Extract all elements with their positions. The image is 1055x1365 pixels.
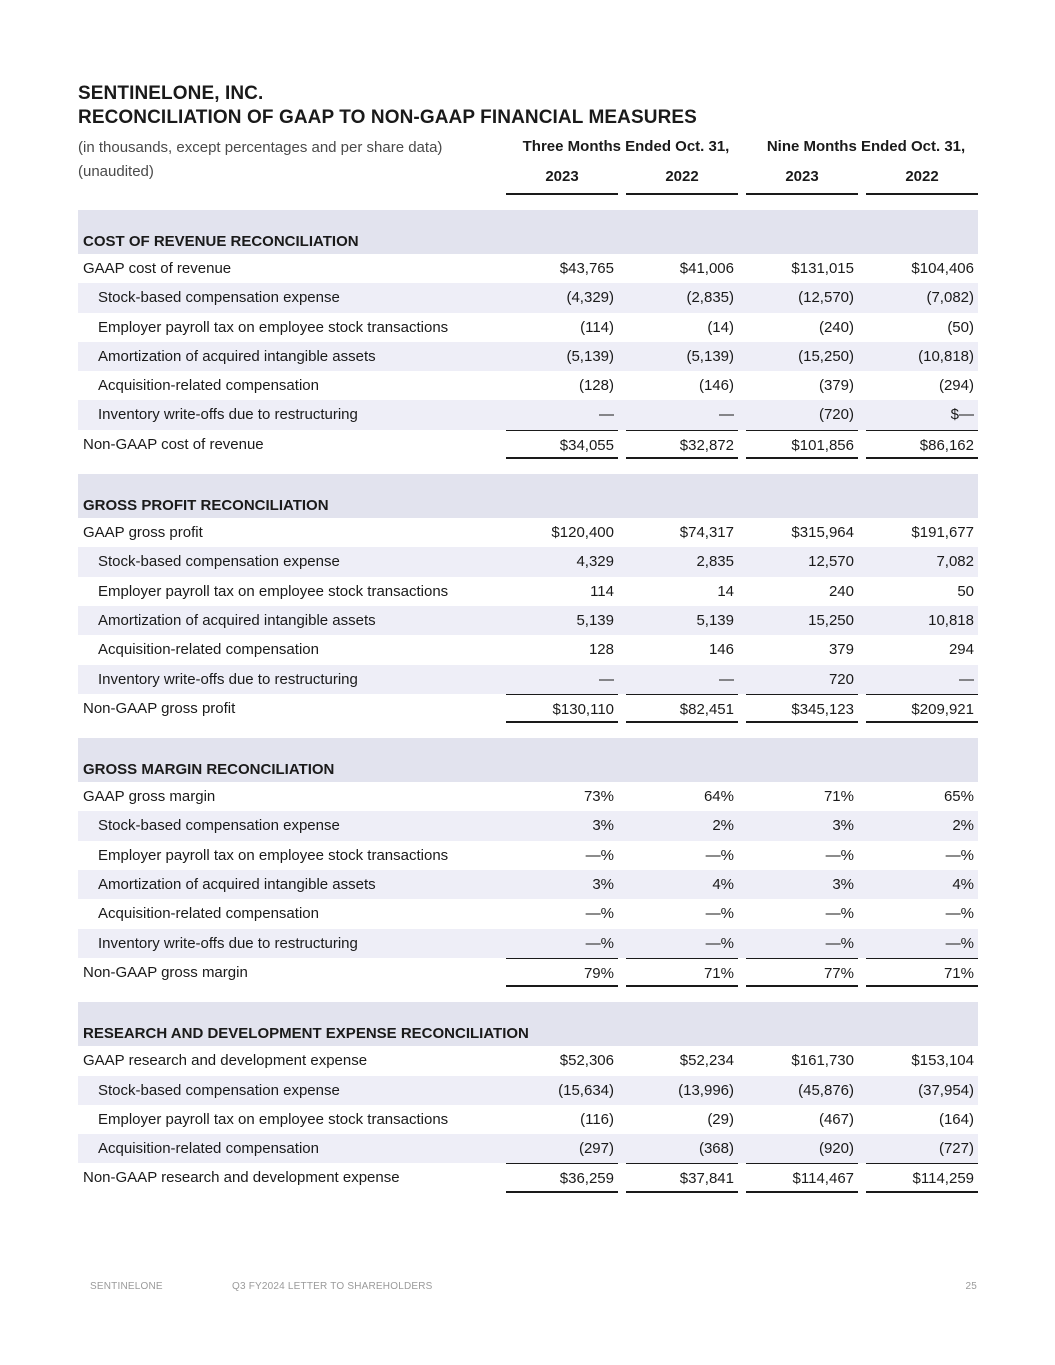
row-label: Employer payroll tax on employee stock transactions: [98, 318, 449, 336]
section-header: [78, 738, 978, 782]
row-value: $345,123: [746, 694, 858, 723]
row-value: (164): [938, 1110, 974, 1128]
table-row: [78, 283, 978, 312]
company-name: SENTINELONE, INC.: [78, 83, 264, 104]
row-value: (146): [698, 377, 734, 395]
row-value: 71%: [626, 958, 738, 987]
reconciliation-section: [78, 474, 978, 723]
row-value: (15,250): [798, 347, 854, 365]
unaudited-note: (unaudited): [78, 163, 154, 180]
row-label: GAAP gross margin: [83, 788, 216, 806]
row-value: 4%: [952, 876, 974, 894]
row-value: (240): [818, 318, 854, 336]
row-value: (727): [938, 1140, 974, 1158]
row-value: 2,835: [696, 553, 734, 571]
row-value: 2%: [952, 817, 974, 835]
row-label: Non-GAAP gross margin: [83, 963, 248, 981]
table-row: [78, 782, 978, 811]
year-header: 2022: [626, 168, 738, 195]
table-row: [78, 694, 978, 723]
row-value: 5,139: [576, 611, 614, 629]
row-label: Stock-based compensation expense: [98, 553, 340, 571]
row-value: 128: [588, 641, 614, 659]
row-value: 71%: [823, 788, 854, 806]
row-value: $104,406: [911, 260, 974, 277]
row-value: (45,876): [798, 1081, 854, 1099]
row-value: 4,329: [576, 553, 614, 571]
row-value: $41,006: [679, 260, 734, 277]
year-header: 2023: [746, 168, 858, 195]
row-value: (920): [818, 1140, 854, 1158]
row-value: —: [959, 670, 974, 688]
table-row: [78, 929, 978, 958]
table-row: [78, 577, 978, 606]
row-value: $86,162: [866, 430, 978, 459]
row-value: (128): [578, 377, 614, 395]
row-label: Acquisition-related compensation: [98, 1140, 319, 1158]
row-value: 50: [957, 582, 974, 600]
row-value: 79%: [506, 958, 618, 987]
row-value: 3%: [592, 876, 614, 894]
row-value: $315,964: [791, 524, 854, 542]
table-row: [78, 1076, 978, 1105]
row-value: 77%: [746, 958, 858, 987]
row-value: $32,872: [626, 430, 738, 459]
row-label: GAAP research and development expense: [83, 1052, 368, 1070]
row-value: $52,306: [559, 1052, 614, 1070]
row-value: $131,015: [791, 260, 854, 277]
table-header: [78, 132, 978, 210]
reconciliation-tables: [78, 210, 978, 1193]
row-label: Acquisition-related compensation: [98, 641, 319, 659]
row-value: 10,818: [928, 611, 974, 629]
row-value: $114,467: [746, 1163, 858, 1192]
row-value: $52,234: [679, 1052, 734, 1070]
table-row: [78, 841, 978, 870]
row-value: —: [599, 406, 614, 424]
row-value: (5,139): [686, 347, 734, 365]
table-row: [78, 342, 978, 371]
row-label: GAAP gross profit: [83, 524, 203, 542]
row-label: Acquisition-related compensation: [98, 905, 319, 923]
row-value: $82,451: [626, 694, 738, 723]
row-value: $74,317: [679, 524, 734, 542]
section-title: RESEARCH AND DEVELOPMENT EXPENSE RECONCILIATION: [83, 1025, 529, 1043]
row-value: —%: [825, 934, 854, 952]
row-label: Non-GAAP cost of revenue: [83, 435, 264, 453]
row-value: (7,082): [926, 289, 974, 307]
row-label: Acquisition-related compensation: [98, 377, 319, 395]
units-note: (in thousands, except percentages and per share data): [78, 139, 443, 156]
row-value: $153,104: [911, 1052, 974, 1070]
row-label: Stock-based compensation expense: [98, 289, 340, 307]
row-value: (37,954): [918, 1081, 974, 1099]
report-title: RECONCILIATION OF GAAP TO NON-GAAP FINANCIAL MEASURES: [78, 107, 697, 128]
row-label: Inventory write-offs due to restructuring: [98, 670, 358, 688]
row-value: (368): [698, 1140, 734, 1158]
row-value: —%: [585, 934, 614, 952]
row-value: 3%: [832, 876, 854, 894]
section-title: GROSS MARGIN RECONCILIATION: [83, 761, 335, 779]
table-row: [78, 870, 978, 899]
section-header: [78, 1002, 978, 1046]
table-row: [78, 1134, 978, 1163]
row-label: Amortization of acquired intangible assets: [98, 611, 376, 629]
row-value: $101,856: [746, 430, 858, 459]
row-value: (2,835): [686, 289, 734, 307]
row-value: —%: [825, 846, 854, 864]
reconciliation-section: [78, 738, 978, 987]
row-value: $191,677: [911, 524, 974, 542]
row-value: (13,996): [678, 1081, 734, 1099]
row-value: 12,570: [808, 553, 854, 571]
section-header: [78, 474, 978, 518]
row-value: $43,765: [559, 260, 614, 277]
row-value: $114,259: [866, 1163, 978, 1192]
row-value: —: [599, 670, 614, 688]
row-value: $36,259: [506, 1163, 618, 1192]
row-value: 2%: [712, 817, 734, 835]
row-value: —%: [945, 905, 974, 923]
table-row: [78, 400, 978, 429]
year-header: 2023: [506, 168, 618, 195]
row-value: (29): [707, 1110, 734, 1128]
row-value: —: [719, 406, 734, 424]
table-row: [78, 958, 978, 987]
row-value: 720: [828, 670, 854, 688]
row-value: 240: [828, 582, 854, 600]
table-row: [78, 1046, 978, 1075]
table-row: [78, 1163, 978, 1192]
row-value: $—: [950, 406, 974, 424]
table-row: [78, 518, 978, 547]
table-row: [78, 665, 978, 694]
reconciliation-section: [78, 1002, 978, 1192]
row-value: (4,329): [566, 289, 614, 307]
row-value: 71%: [866, 958, 978, 987]
page-number: 25: [965, 1281, 977, 1292]
row-value: (467): [818, 1110, 854, 1128]
row-value: —%: [825, 905, 854, 923]
row-label: Amortization of acquired intangible assets: [98, 347, 376, 365]
row-value: 14: [717, 582, 734, 600]
row-value: (14): [707, 318, 734, 336]
report-page: [78, 82, 978, 1208]
table-row: [78, 430, 978, 459]
section-title: COST OF REVENUE RECONCILIATION: [83, 233, 359, 250]
section-header: [78, 210, 978, 254]
row-value: (50): [947, 318, 974, 336]
row-value: 3%: [832, 817, 854, 835]
row-label: Non-GAAP gross profit: [83, 699, 236, 717]
period-nine-months: Nine Months Ended Oct. 31,: [766, 138, 966, 155]
table-row: [78, 606, 978, 635]
row-value: —%: [585, 905, 614, 923]
row-label: Employer payroll tax on employee stock transactions: [98, 846, 449, 864]
row-value: 73%: [583, 788, 614, 806]
table-row: [78, 1105, 978, 1134]
row-label: GAAP cost of revenue: [83, 260, 232, 277]
row-label: Inventory write-offs due to restructuring: [98, 934, 358, 952]
row-value: 114: [590, 582, 614, 600]
row-value: 3%: [592, 817, 614, 835]
row-value: 7,082: [936, 553, 974, 571]
reconciliation-section: [78, 210, 978, 459]
row-label: Employer payroll tax on employee stock transactions: [98, 1110, 449, 1128]
table-row: [78, 313, 978, 342]
row-label: Inventory write-offs due to restructuring: [98, 406, 358, 424]
row-value: —%: [945, 934, 974, 952]
row-value: $130,110: [506, 694, 618, 723]
table-row: [78, 254, 978, 283]
row-value: (116): [580, 1110, 614, 1128]
row-value: 294: [948, 641, 974, 659]
period-three-months: Three Months Ended Oct. 31,: [522, 138, 730, 155]
row-label: Employer payroll tax on employee stock transactions: [98, 582, 449, 600]
row-value: —%: [945, 846, 974, 864]
row-value: 379: [828, 641, 854, 659]
row-label: Stock-based compensation expense: [98, 1081, 340, 1099]
row-value: $37,841: [626, 1163, 738, 1192]
row-value: —%: [585, 846, 614, 864]
table-row: [78, 899, 978, 928]
row-value: 64%: [703, 788, 734, 806]
row-value: —%: [705, 846, 734, 864]
row-value: (10,818): [918, 347, 974, 365]
year-header: 2022: [866, 168, 978, 195]
row-value: 4%: [712, 876, 734, 894]
row-value: 5,139: [696, 611, 734, 629]
row-value: (720): [818, 406, 854, 424]
row-value: (12,570): [798, 289, 854, 307]
row-value: (114): [580, 318, 614, 336]
row-label: Amortization of acquired intangible assets: [98, 876, 376, 894]
row-value: $209,921: [866, 694, 978, 723]
footer-brand: SENTINELONE: [90, 1281, 163, 1292]
table-row: [78, 371, 978, 400]
row-value: —%: [705, 934, 734, 952]
section-title: GROSS PROFIT RECONCILIATION: [83, 497, 329, 515]
row-value: —: [719, 670, 734, 688]
row-value: (5,139): [566, 347, 614, 365]
row-value: 15,250: [808, 611, 854, 629]
row-value: $120,400: [551, 524, 614, 542]
table-row: [78, 811, 978, 840]
row-value: (297): [578, 1140, 614, 1158]
row-value: (294): [938, 377, 974, 395]
row-value: (15,634): [558, 1081, 614, 1099]
footer-document: Q3 FY2024 LETTER TO SHAREHOLDERS: [232, 1281, 433, 1292]
row-value: —%: [705, 905, 734, 923]
row-value: $161,730: [791, 1052, 854, 1070]
row-value: 146: [708, 641, 734, 659]
table-row: [78, 635, 978, 664]
row-value: (379): [818, 377, 854, 395]
row-value: 65%: [943, 788, 974, 806]
table-row: [78, 547, 978, 576]
row-value: $34,055: [506, 430, 618, 459]
row-label: Non-GAAP research and development expense: [83, 1169, 400, 1187]
row-label: Stock-based compensation expense: [98, 817, 340, 835]
